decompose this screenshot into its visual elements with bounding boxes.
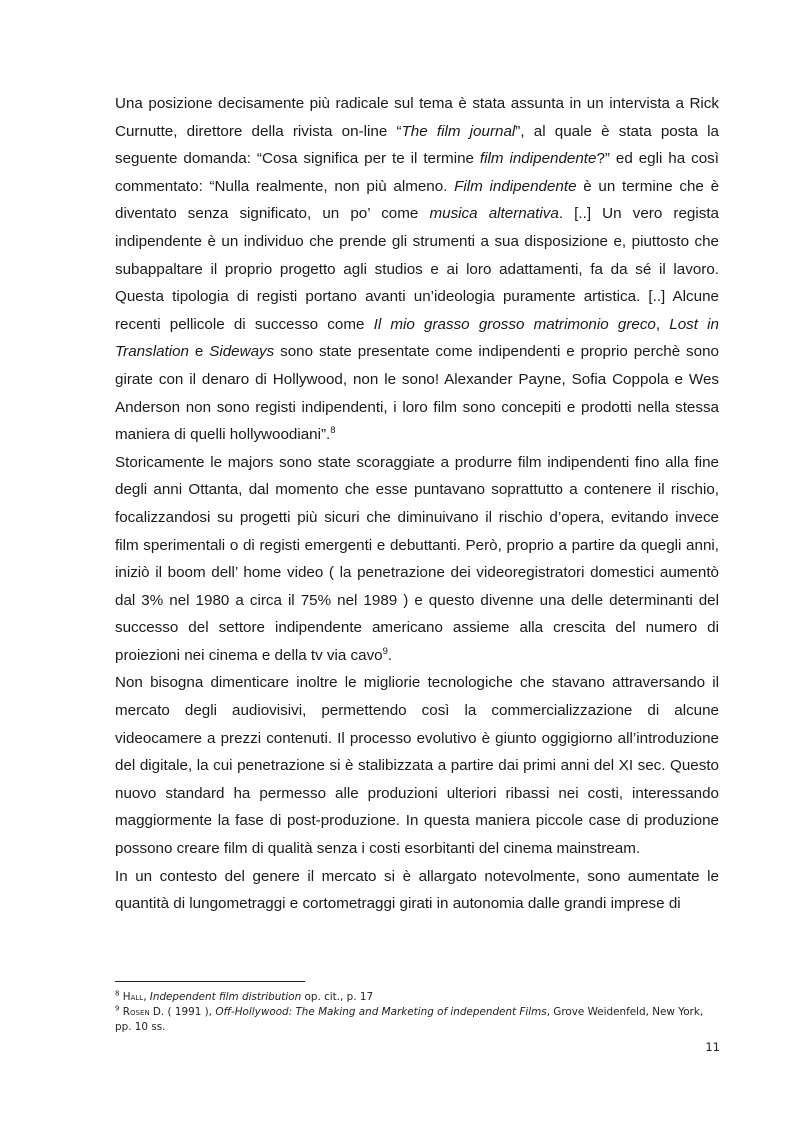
italic-text: Il mio grasso grosso matrimonio greco — [373, 315, 656, 333]
text-run: , Grove Weidenfeld, New York, pp. 10 ss. — [115, 1006, 704, 1033]
author-name: Hall — [122, 991, 144, 1003]
italic-text: Off-Hollywood: The Making and Marketing of independent Films — [215, 1006, 547, 1018]
italic-text: Film indipendente — [454, 177, 577, 195]
text-run: D. ( 1991 ), — [149, 1006, 216, 1018]
italic-text: Lost in Translation — [115, 315, 719, 361]
text-run: Storicamente le majors sono state scoraggiate a produrre film indipendenti fino alla fine degli anni Ottanta, dal momento che esse puntavano soprattutto a contenere il rischio, focalizzandosi su progetti più sicuri che diminuivano il rischio d’opera, evitando invece film sperimentali o di registi emergenti e debuttanti. Però, proprio a partire da quegli anni, iniziò il boom dell’ home video ( la penetrazione dei videoregistratori domestici aumentò dal 3% nel 1980 a circa il 75% nel 1989 ) e questo divenne una delle determinanti del successo del settore indipendente americano assieme alla crescita del numero di proiezioni nei cinema e della tv via cavo — [115, 453, 719, 664]
italic-text: musica alternativa — [429, 205, 559, 223]
footnotes — [115, 990, 719, 1035]
text-run: Non bisogna dimenticare inoltre le migliorie tecnologiche che stavano attraversando il mercato degli audiovisivi, permettendo così la commercializzazione di alcune videocamere a prezzi contenuti. Il processo evolutivo è giunto oggigiorno all’introduzione del digitale, la cui penetrazione si è stalibizzata a partire dai primi anni del XI sec. Questo nuovo standard ha permesso alle produzioni ulteriori ribassi nei costi, interessando maggiormente la fase di post-produzione. In questa maniera piccole case di produzione possono creare film di qualità senza i costi esorbitanti del cinema mainstream. — [115, 674, 719, 858]
text-run: ”, al quale è stata posta la seguente domanda: “Cosa significa per te il termine — [115, 122, 719, 168]
text-run: ?” ed egli ha così commentato: “Nulla realmente, non più almeno. — [115, 150, 719, 195]
footnote-reference: 9 — [115, 1004, 120, 1013]
text-run: e — [189, 343, 210, 361]
text-run: . [..] Un vero regista indipendente è un individuo che prende gli strumenti a sua disposizione e, piuttosto che subappaltare il proprio progetto agli studios e ai loro adattamenti, fa da sé il lavoro. Questa tipologia di registi portano avanti un’ideologia puramente artistica. [..] Alcune recenti pellicole di successo come — [115, 205, 719, 333]
footnote — [115, 1005, 719, 1035]
text-run: è un termine che è diventato senza significato, un po’ come — [115, 177, 720, 223]
text-run: In un contesto del genere il mercato si è allargato notevolmente, sono aumentate le quantità di lungometraggi e cortometraggi girati in autonomia dalle grandi imprese di — [115, 867, 719, 913]
footnote-reference: 8 — [330, 425, 336, 437]
text-run: , — [143, 991, 150, 1003]
text-run: Una posizione decisamente più radicale sul tema è stata assunta in un intervista a Rick Curnutte, direttore della rivista on-line “ — [115, 95, 719, 140]
body-text — [115, 90, 719, 918]
italic-text: film indipendente — [479, 150, 597, 168]
paragraph — [115, 669, 719, 862]
italic-text: Independent film distribution — [149, 991, 302, 1003]
page-number: 11 — [705, 1040, 720, 1054]
footnote-reference: 9 — [382, 645, 388, 657]
footnote-separator — [115, 981, 305, 982]
footnote-reference: 8 — [115, 989, 120, 998]
paragraph — [115, 863, 719, 918]
text-run: . — [387, 646, 393, 664]
paragraph — [115, 90, 719, 449]
italic-text: The film journal — [401, 122, 516, 140]
text-run: sono state presentate come indipendenti e proprio perchè sono girate con il denaro di Hollywood, non le sono! Alexander Payne, Sofia Coppola e Wes Anderson non sono registi indipendenti, i loro film sono concepiti e prodotti nella stessa maniera di quelli hollywoodiani”. — [115, 343, 719, 444]
text-run: op. cit., p. 17 — [301, 991, 374, 1003]
text-run: , — [655, 315, 670, 333]
footnote — [115, 990, 719, 1005]
italic-text: Sideways — [209, 343, 275, 361]
paragraph — [115, 449, 719, 670]
author-name: Rosen — [122, 1006, 150, 1018]
